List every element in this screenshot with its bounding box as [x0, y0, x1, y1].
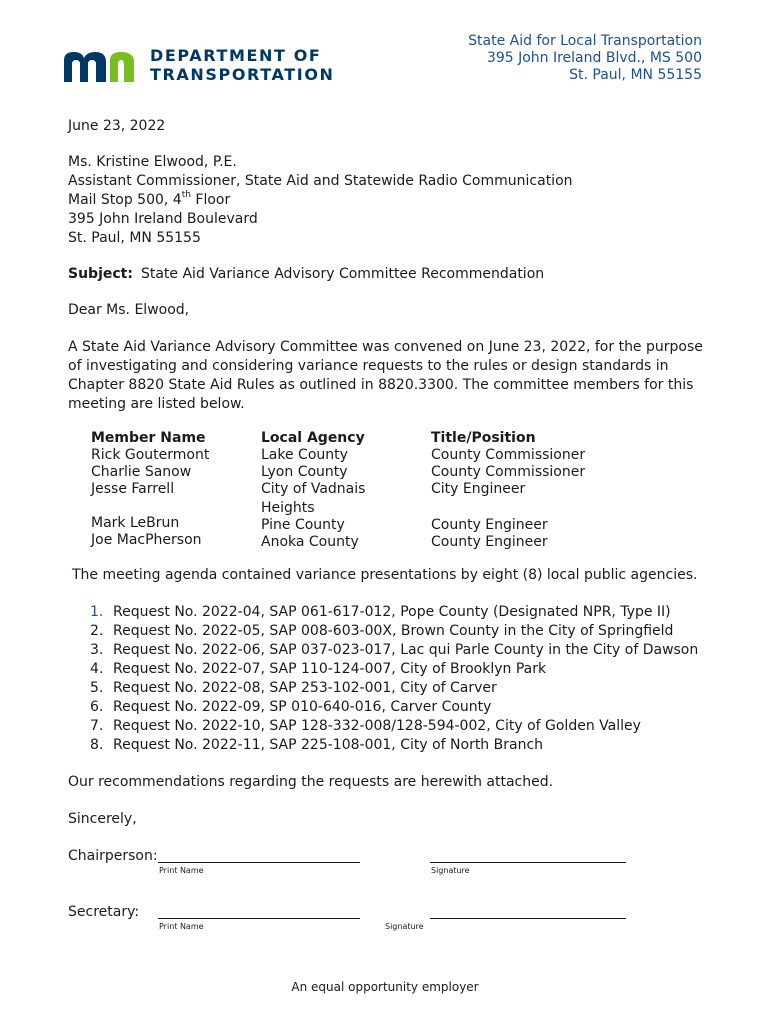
member-agency: Lyon County: [261, 464, 348, 480]
local-agency-column: [261, 430, 426, 551]
address-line-2: 395 John Ireland Blvd., MS 500: [486, 50, 702, 66]
logo-wordmark: [150, 46, 335, 84]
member-title: County Engineer: [431, 517, 548, 533]
member-name-column: [91, 430, 256, 549]
member-agency: Anoka County: [261, 534, 359, 550]
spacer: [431, 498, 631, 517]
salutation: Dear Ms. Elwood,: [68, 302, 190, 318]
request-text: Request No. 2022-04, SAP 061-617-012, Pope County (Designated NPR, Type II): [113, 604, 671, 620]
secretary-signature-caption: Signature: [385, 922, 424, 931]
intro-line: meeting are listed below.: [68, 396, 245, 412]
secretary-print-name-line[interactable]: [158, 918, 360, 919]
recipient-block: [68, 153, 573, 248]
footer-tagline: An equal opportunity employer: [291, 980, 479, 994]
sender-address: [468, 33, 702, 84]
list-item: [90, 660, 698, 679]
list-number: 2.: [90, 623, 104, 639]
list-number: 6.: [90, 699, 104, 715]
title-position-header: Title/Position: [431, 430, 536, 446]
member-agency-line-2: Heights: [261, 500, 315, 516]
request-text: Request No. 2022-05, SAP 008-603-00X, Brown County in the City of Springfield: [113, 623, 674, 639]
subject-line: [68, 265, 544, 284]
member-name-header: Member Name: [91, 430, 206, 446]
list-number: 5.: [90, 680, 104, 696]
list-number: 4.: [90, 661, 104, 677]
request-list: [90, 603, 698, 755]
mndot-logo: [62, 46, 352, 86]
letter-date: June 23, 2022: [68, 118, 166, 134]
list-item: [90, 603, 698, 622]
list-item: [90, 698, 698, 717]
member-name: Charlie Sanow: [91, 464, 192, 480]
closing-paragraph: Our recommendations regarding the requests are herewith attached.: [68, 774, 554, 790]
logo-line-1: DEPARTMENT OF: [150, 46, 322, 65]
recipient-title: Assistant Commissioner, State Aid and Statewide Radio Communication: [68, 173, 573, 189]
mail-stop-prefix: Mail Stop 500, 4: [68, 192, 182, 208]
address-line-3: St. Paul, MN 55155: [569, 67, 702, 83]
secretary-signature-line[interactable]: [430, 918, 626, 919]
recipient-street: 395 John Ireland Boulevard: [68, 211, 258, 227]
secretary-print-name-caption: Print Name: [159, 922, 204, 931]
intro-line: Chapter 8820 State Aid Rules as outlined in 8820.3300. The committee members for this: [68, 377, 694, 393]
list-number: 1.: [90, 604, 104, 620]
member-title: County Commissioner: [431, 464, 586, 480]
request-text: Request No. 2022-07, SAP 110-124-007, City of Brooklyn Park: [113, 661, 547, 677]
subject-label: Subject:: [68, 266, 133, 282]
request-text: Request No. 2022-09, SP 010-640-016, Carver County: [113, 699, 492, 715]
intro-paragraph: [68, 338, 703, 414]
member-name: Jesse Farrell: [91, 481, 175, 497]
local-agency-header: Local Agency: [261, 430, 365, 446]
list-number: 7.: [90, 718, 104, 734]
sign-off: Sincerely,: [68, 811, 137, 827]
intro-line: A State Aid Variance Advisory Committee was convened on June 23, 2022, for the purpose: [68, 339, 703, 355]
agenda-intro: The meeting agenda contained variance presentations by eight (8) local public agencies.: [72, 567, 698, 583]
request-text: Request No. 2022-10, SAP 128-332-008/128-594-002, City of Golden Valley: [113, 718, 641, 734]
title-position-column: [431, 430, 631, 551]
chairperson-print-name-line[interactable]: [158, 862, 360, 863]
list-item: [90, 736, 698, 755]
list-item: [90, 717, 698, 736]
spacer: [91, 498, 256, 515]
request-text: Request No. 2022-11, SAP 225-108-001, City of North Branch: [113, 737, 544, 753]
request-text: Request No. 2022-08, SAP 253-102-001, City of Carver: [113, 680, 497, 696]
member-title: County Engineer: [431, 534, 548, 550]
list-number: 8.: [90, 737, 104, 753]
member-agency: Lake County: [261, 447, 348, 463]
request-text: Request No. 2022-06, SAP 037-023-017, Lac qui Parle County in the City of Dawson: [113, 642, 699, 658]
chairperson-print-name-caption: Print Name: [159, 866, 204, 875]
chairperson-label: Chairperson:: [68, 848, 158, 864]
member-agency: Pine County: [261, 517, 345, 533]
member-title: City Engineer: [431, 481, 526, 497]
member-name: Rick Goutermont: [91, 447, 210, 463]
address-line-1: State Aid for Local Transportation: [468, 33, 702, 49]
member-agency-line-1: City of Vadnais: [261, 481, 366, 497]
member-name: Joe MacPherson: [91, 532, 202, 548]
subject-text: State Aid Variance Advisory Committee Recommendation: [140, 266, 545, 282]
secretary-label: Secretary:: [68, 904, 140, 920]
member-title: County Commissioner: [431, 447, 586, 463]
mn-logo-icon: [62, 48, 142, 82]
mail-stop-sup: th: [181, 190, 191, 201]
recipient-mail-stop: [68, 191, 573, 210]
intro-line: of investigating and considering variance requests to the rules or design standards in: [68, 358, 669, 374]
member-name: Mark LeBrun: [91, 515, 180, 531]
logo-line-2: TRANSPORTATION: [150, 65, 335, 84]
chairperson-signature-line[interactable]: [430, 862, 626, 863]
recipient-city: St. Paul, MN 55155: [68, 230, 201, 246]
list-item: [90, 679, 698, 698]
mail-stop-suffix: Floor: [190, 192, 231, 208]
list-item: [90, 622, 698, 641]
recipient-name: Ms. Kristine Elwood, P.E.: [68, 154, 237, 170]
list-number: 3.: [90, 642, 104, 658]
list-item: [90, 641, 698, 660]
chairperson-signature-caption: Signature: [431, 866, 470, 875]
